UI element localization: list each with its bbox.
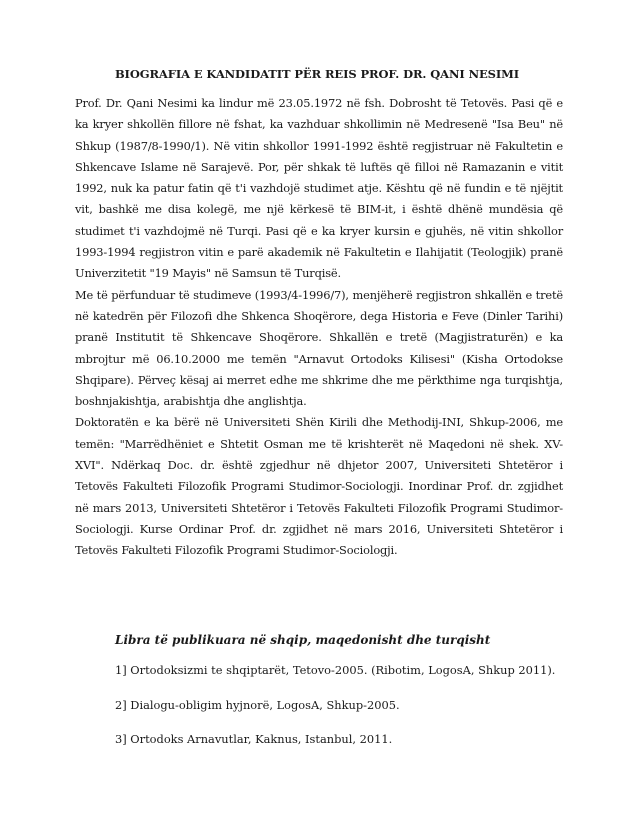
document-title: BIOGRAFIA E KANDIDATIT PËR REIS PROF. DR. QANI NESIMI (114, 67, 520, 81)
books-section (115, 632, 565, 766)
book-item: 1] Ortodoksizmi te shqiptarët, Tetovo-2005. (Ribotim, LogosA, Shkup 2011). (115, 663, 556, 677)
book-item: 3] Ortodoks Arnavutlar, Kaknus, Istanbul, 2011. (115, 732, 393, 746)
book-item: 2] Dialogu-obligim hyjnorë, LogosA, Shkup-2005. (115, 697, 400, 712)
biography-paragraph-3: Doktoratën e ka bërë në Universiteti Shën Kirili dhe Methodij-INI, Shkup-2006, me temën: "Marrëdhëniet e Shtetit Osman me të krishterët në Maqedoni në shek. XV-XVI". Ndërkaq Doc. dr. është zgjedhur në dhjetor 2007, Universiteti Shtetëror i Tetovës Fakulteti Filozofik Programi Studimor-Sociologji. Inordinar Prof. dr. zgjidhet në mars 2013, Universiteti Shtetëror i Tetovës Fakulteti Filozofik Programi Studimor-Sociologji. Kurse Ordinar Prof. dr. zgjidhet në mars 2016, Universiteti Shtetëror i Tetovës Fakulteti Filozofik Programi Studimor-Sociologji. (75, 415, 563, 558)
biography-paragraph-2: Me të përfunduar të studimeve (1993/4-1996/7), menjëherë regjistron shkallën e tretë në katedrën për Filozofi dhe Shkenca Shoqërore, dega Historia e Feve (Dinler Tarihi) pranë Institutit të Shkencave Shoqërore. Shkallën e tretë (Magjistraturën) e ka mbrojtur më 06.10.2000 me temën "Arnavut Ortodoks Kilisesi" (Kisha Ortodokse Shqipare). Përveç kësaj ai merret edhe me shkrime dhe me përkthime nga turqishtja, boshnjakishtja, arabishtja dhe anglishtja. (75, 287, 563, 409)
biography-paragraph-1: Prof. Dr. Qani Nesimi ka lindur më 23.05.1972 në fsh. Dobrosht të Tetovës. Pasi që e ka kryer shkollën fillore në fshat, ka vazhduar shkollimin në Medresenë "Isa Beu" në Shkup (1987/8-1990/1). Në vitin shkollor 1991-1992 është regjistruar në Fakultetin e Shkencave Islame në Sarajevë. Por, për shkak të luftës që filloi në Ramazanin e vitit 1992, nuk ka patur fatin që t'i vazhdojë studimet atje. Kështu që në fundin e të njëjtit vit, bashkë me disa kolegë, me një kërkesë të BIM-it, i është dhënë mundësia që studimet t'i vazhdojmë në Turqi. Pasi që e ka kryer kursin e gjuhës, në vitin shkollor 1993-1994 regjistron vitin e parë akademik në Fakultetin e Ilahijatit (Teologjik) pranë Univerzitetit "19 Mayis" në Samsun të Turqisë. (75, 96, 563, 281)
books-list (115, 662, 565, 747)
biography-body (75, 93, 563, 562)
books-heading: Libra të publikuara në shqip, maqedonisht dhe turqisht (115, 633, 491, 647)
